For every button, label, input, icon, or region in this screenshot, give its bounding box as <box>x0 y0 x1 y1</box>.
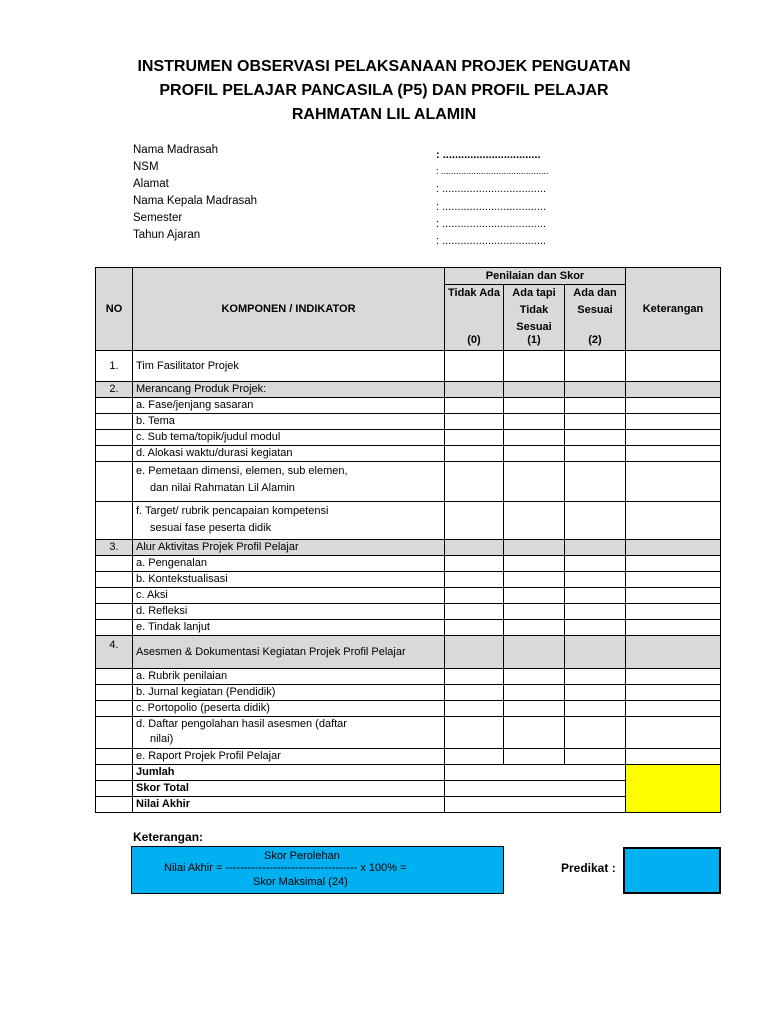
score-cell-1[interactable] <box>504 462 565 502</box>
keterangan-cell[interactable] <box>626 398 721 414</box>
score-cell-2[interactable] <box>565 701 626 717</box>
skor-total-value[interactable] <box>445 781 626 797</box>
score-cell-2[interactable] <box>565 588 626 604</box>
score-cell-2[interactable] <box>565 717 626 749</box>
nsm-label: NSM <box>133 161 159 173</box>
score-cell-2[interactable] <box>565 604 626 620</box>
score-cell-1[interactable] <box>504 414 565 430</box>
indicator-label: c. Sub tema/topik/judul modul <box>133 430 445 446</box>
header-score-0: (0) <box>467 334 481 346</box>
tahun-ajaran-value[interactable]: : .................................. <box>436 235 547 247</box>
indicator-label <box>133 462 445 502</box>
score-cell-2[interactable] <box>565 669 626 685</box>
score-cell-2[interactable] <box>565 462 626 502</box>
document-title <box>0 55 768 127</box>
indicator-label: b. Kontekstualisasi <box>133 572 445 588</box>
keterangan-cell[interactable] <box>626 669 721 685</box>
predikat-box[interactable] <box>623 847 721 894</box>
score-cell-2[interactable] <box>565 502 626 540</box>
table-row <box>96 749 721 765</box>
score-cell-2[interactable] <box>565 636 626 669</box>
table-row <box>96 701 721 717</box>
indicator-label: c. Portopolio (peserta didik) <box>133 701 445 717</box>
keterangan-cell[interactable] <box>626 572 721 588</box>
score-cell-1[interactable] <box>504 382 565 398</box>
score-cell-1[interactable] <box>504 636 565 669</box>
keterangan-cell[interactable] <box>626 462 721 502</box>
keterangan-label: Keterangan: <box>133 830 204 844</box>
score-cell-0[interactable] <box>445 430 504 446</box>
table-row <box>96 502 721 540</box>
indicator-label: Tim Fasilitator Projek <box>133 351 445 382</box>
table-row <box>96 462 721 502</box>
tahun-ajaran-label: Tahun Ajaran <box>133 229 201 241</box>
indicator-label: a. Pengenalan <box>133 556 445 572</box>
score-cell-0[interactable] <box>445 749 504 765</box>
indicator-line-2: dan nilai Rahmatan Lil Alamin <box>150 482 295 494</box>
score-cell-0[interactable] <box>445 620 504 636</box>
score-cell-1[interactable] <box>504 502 565 540</box>
table-row <box>96 717 721 749</box>
indicator-label: d. Refleksi <box>133 604 445 620</box>
keterangan-cell[interactable] <box>626 588 721 604</box>
score-cell-0[interactable] <box>445 351 504 382</box>
nilai-akhir-value[interactable] <box>445 797 626 813</box>
table-row <box>96 414 721 430</box>
row-number: 2. <box>96 382 133 398</box>
keterangan-cell[interactable] <box>626 351 721 382</box>
predikat-label: Predikat : <box>561 861 616 875</box>
alamat-value[interactable]: : .................................. <box>436 183 547 195</box>
header-no: NO <box>96 268 133 351</box>
indicator-line-2: sesuai fase peserta didik <box>150 522 272 534</box>
keterangan-cell[interactable] <box>626 749 721 765</box>
score-cell-1[interactable] <box>504 446 565 462</box>
score-cell-2[interactable] <box>565 620 626 636</box>
observation-table <box>95 267 721 813</box>
header-score-2: (2) <box>588 334 602 346</box>
score-cell-0[interactable] <box>445 636 504 669</box>
keterangan-cell[interactable] <box>626 685 721 701</box>
semester-value[interactable]: : .................................. <box>436 218 547 230</box>
score-cell-1[interactable] <box>504 540 565 556</box>
indicator-label: a. Rubrik penilaian <box>133 669 445 685</box>
nsm-value[interactable]: : ........................................... <box>436 166 549 176</box>
header-tidak-ada <box>445 285 504 351</box>
row-number: 3. <box>96 540 133 556</box>
score-cell-0[interactable] <box>445 685 504 701</box>
score-cell-1[interactable] <box>504 556 565 572</box>
score-cell-2[interactable] <box>565 430 626 446</box>
indicator-label: c. Aksi <box>133 588 445 604</box>
keterangan-cell[interactable] <box>626 446 721 462</box>
score-cell-2[interactable] <box>565 749 626 765</box>
score-cell-2[interactable] <box>565 351 626 382</box>
score-cell-1[interactable] <box>504 572 565 588</box>
score-cell-0[interactable] <box>445 572 504 588</box>
header-score-1: (1) <box>527 334 541 346</box>
score-cell-0[interactable] <box>445 540 504 556</box>
keterangan-cell[interactable] <box>626 701 721 717</box>
indicator-line-1: e. Pemetaan dimensi, elemen, sub elemen, <box>136 465 348 477</box>
score-cell-2[interactable] <box>565 572 626 588</box>
table-row <box>96 556 721 572</box>
keterangan-cell[interactable] <box>626 620 721 636</box>
keterangan-cell[interactable] <box>626 414 721 430</box>
nama-madrasah-label: Nama Madrasah <box>133 144 219 156</box>
header-ada-tapi <box>504 285 565 351</box>
score-cell-2[interactable] <box>565 398 626 414</box>
kepala-madrasah-label: Nama Kepala Madrasah <box>133 195 258 207</box>
score-cell-0[interactable] <box>445 462 504 502</box>
indicator-label <box>133 717 445 749</box>
score-cell-1[interactable] <box>504 685 565 701</box>
table-row <box>96 620 721 636</box>
score-cell-2[interactable] <box>565 556 626 572</box>
title-line-1: INSTRUMEN OBSERVASI PELAKSANAAN PROJEK PENGUATAN <box>137 58 631 75</box>
nilai-akhir-label: Nilai Akhir <box>133 797 445 813</box>
header-tidak-ada-label: Tidak Ada <box>448 287 500 299</box>
indicator-label <box>133 502 445 540</box>
score-cell-1[interactable] <box>504 398 565 414</box>
score-cell-1[interactable] <box>504 669 565 685</box>
score-cell-1[interactable] <box>504 717 565 749</box>
jumlah-value[interactable] <box>445 765 626 781</box>
keterangan-cell[interactable] <box>626 604 721 620</box>
keterangan-cell[interactable] <box>626 636 721 669</box>
row-number: 4. <box>96 636 133 669</box>
score-cell-0[interactable] <box>445 701 504 717</box>
score-cell-0[interactable] <box>445 717 504 749</box>
score-cell-2[interactable] <box>565 446 626 462</box>
keterangan-cell[interactable] <box>626 556 721 572</box>
score-cell-0[interactable] <box>445 556 504 572</box>
score-cell-1[interactable] <box>504 620 565 636</box>
section-label: Alur Aktivitas Projek Profil Pelajar <box>133 540 445 556</box>
keterangan-cell[interactable] <box>626 540 721 556</box>
header-penilaian: Penilaian dan Skor <box>445 268 626 285</box>
header-komponen: KOMPONEN / INDIKATOR <box>133 268 445 351</box>
table-row <box>96 398 721 414</box>
table-row <box>96 604 721 620</box>
table-row <box>96 572 721 588</box>
indicator-label: b. Jurnal kegiatan (Pendidik) <box>133 685 445 701</box>
row-number: 1. <box>96 351 133 382</box>
formula-box <box>131 846 504 894</box>
table-row <box>96 446 721 462</box>
indicator-label: a. Fase/jenjang sasaran <box>133 398 445 414</box>
keterangan-cell[interactable] <box>626 382 721 398</box>
table-row <box>96 685 721 701</box>
table-row <box>96 669 721 685</box>
keterangan-cell[interactable] <box>626 430 721 446</box>
table-row <box>96 588 721 604</box>
section-row <box>96 382 721 398</box>
jumlah-row <box>96 765 721 781</box>
score-cell-0[interactable] <box>445 588 504 604</box>
score-cell-2[interactable] <box>565 382 626 398</box>
indicator-label: b. Tema <box>133 414 445 430</box>
score-cell-1[interactable] <box>504 351 565 382</box>
keterangan-cell[interactable] <box>626 717 721 749</box>
score-cell-0[interactable] <box>445 604 504 620</box>
section-row <box>96 636 721 669</box>
score-cell-1[interactable] <box>504 749 565 765</box>
kepala-madrasah-value[interactable]: : .................................. <box>436 201 547 213</box>
indicator-label: d. Alokasi waktu/durasi kegiatan <box>133 446 445 462</box>
score-cell-0[interactable] <box>445 382 504 398</box>
header-keterangan: Keterangan <box>626 268 721 351</box>
section-row <box>96 540 721 556</box>
total-highlight-cell[interactable] <box>626 765 721 813</box>
score-cell-1[interactable] <box>504 604 565 620</box>
header-ada-dan <box>565 285 626 351</box>
table-row <box>96 351 721 382</box>
skor-total-label: Skor Total <box>133 781 445 797</box>
score-cell-2[interactable] <box>565 540 626 556</box>
score-cell-0[interactable] <box>445 414 504 430</box>
alamat-label: Alamat <box>133 178 169 190</box>
score-cell-1[interactable] <box>504 430 565 446</box>
indicator-line-1: f. Target/ rubrik pencapaian kompetensi <box>136 505 329 517</box>
score-cell-2[interactable] <box>565 414 626 430</box>
indicator-line-1: d. Daftar pengolahan hasil asesmen (daftar <box>136 718 347 730</box>
formula-denominator: Skor Maksimal (24) <box>253 876 348 888</box>
table-row <box>96 430 721 446</box>
jumlah-label: Jumlah <box>133 765 445 781</box>
title-line-3: RAHMATAN LIL ALAMIN <box>291 106 477 123</box>
indicator-label: e. Tindak lanjut <box>133 620 445 636</box>
indicator-label: e. Raport Projek Profil Pelajar <box>133 749 445 765</box>
score-cell-0[interactable] <box>445 446 504 462</box>
keterangan-cell[interactable] <box>626 502 721 540</box>
formula-expression: Nilai Akhir = ------------------------------------ x 100% = <box>164 862 407 874</box>
score-cell-0[interactable] <box>445 398 504 414</box>
indicator-line-2: nilai) <box>150 733 174 745</box>
header-ada-dan-label: Ada dan Sesuai <box>573 287 617 316</box>
score-cell-1[interactable] <box>504 588 565 604</box>
semester-label: Semester <box>133 212 183 224</box>
nama-madrasah-value[interactable]: : ................................ <box>436 149 541 161</box>
score-cell-0[interactable] <box>445 502 504 540</box>
header-ada-tapi-label: Ada tapi Tidak Sesuai <box>512 287 556 333</box>
score-cell-1[interactable] <box>504 701 565 717</box>
formula-numerator: Skor Perolehan <box>264 850 340 862</box>
section-label: Asesmen & Dokumentasi Kegiatan Projek Profil Pelajar <box>133 636 445 669</box>
section-label: Merancang Produk Projek: <box>133 382 445 398</box>
title-line-2: PROFIL PELAJAR PANCASILA (P5) DAN PROFIL PELAJAR <box>159 82 609 99</box>
score-cell-2[interactable] <box>565 685 626 701</box>
score-cell-0[interactable] <box>445 669 504 685</box>
